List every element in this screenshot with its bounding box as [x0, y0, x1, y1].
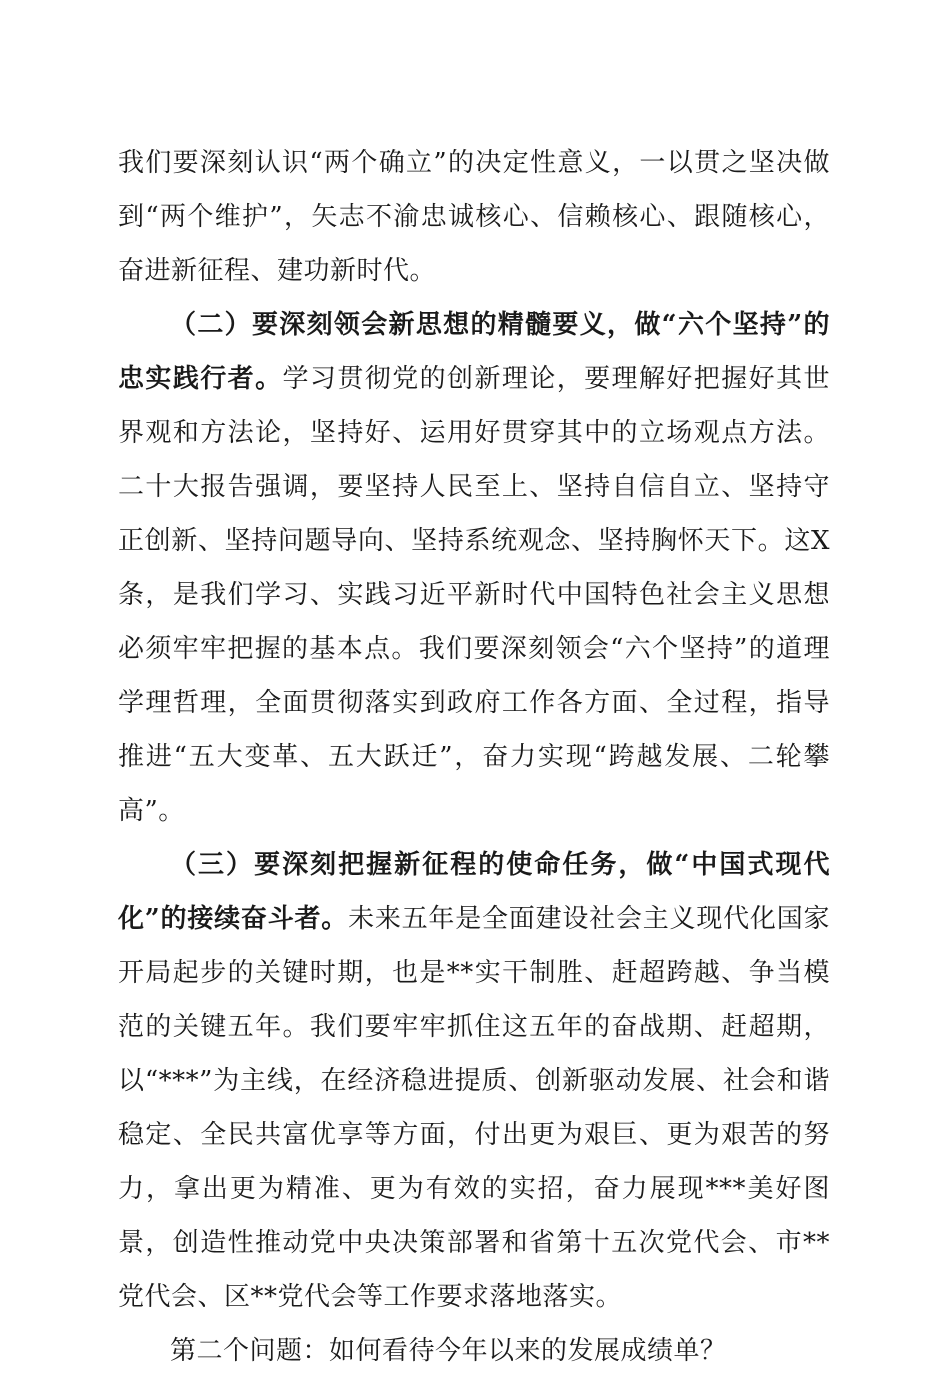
document-body [118, 136, 830, 1378]
paragraph-section-two [118, 298, 830, 838]
paragraph-question-two [118, 1324, 830, 1378]
paragraph-text: 未来五年是全面建设社会主义现代化国家开局起步的关键时期，也是**实干制胜、赶超跨越、争当模范的关键五年。我们要牢牢抓住这五年的奋战期、赶超期，以“***”为主线，在经济稳进提质、创新驱动发展、社会和谐稳定、全民共富优享等方面，付出更为艰巨、更为艰苦的努力，拿出更为精准、更为有效的实招，奋力展现***美好图景，创造性推动党中央决策部署和省第十五次党代会、市**党代会、区**党代会等工作要求落地落实。 [118, 904, 830, 1312]
section-heading: （三）要深刻把握新征程的使命任务，做“中国式现代化”的接续奋斗者。 [118, 850, 830, 934]
paragraph-section-three [118, 838, 830, 1324]
paragraph-text: 学习贯彻党的创新理论，要理解好把握好其世界观和方法论，坚持好、运用好贯穿其中的立场观点方法。二十大报告强调，要坚持人民至上、坚持自信自立、坚持守正创新、坚持问题导向、坚持系统观念、坚持胸怀天下。这X条，是我们学习、实践习近平新时代中国特色社会主义思想必须牢牢把握的基本点。我们要深刻领会“六个坚持”的道理学理哲理，全面贯彻落实到政府工作各方面、全过程，指导推进“五大变革、五大跃迁”，奋力实现“跨越发展、二轮攀高”。 [118, 364, 830, 826]
paragraph-text: 第二个问题：如何看待今年以来的发展成绩单？ [170, 1336, 727, 1366]
section-heading: （二）要深刻领会新思想的精髓要义，做“六个坚持”的忠实践行者。 [118, 310, 830, 394]
paragraph-text: 我们要深刻认识“两个确立”的决定性意义，一以贯之坚决做到“两个维护”，矢志不渝忠诚核心、信赖核心、跟随核心，奋进新征程、建功新时代。 [118, 148, 830, 286]
paragraph-continuation [118, 136, 830, 298]
